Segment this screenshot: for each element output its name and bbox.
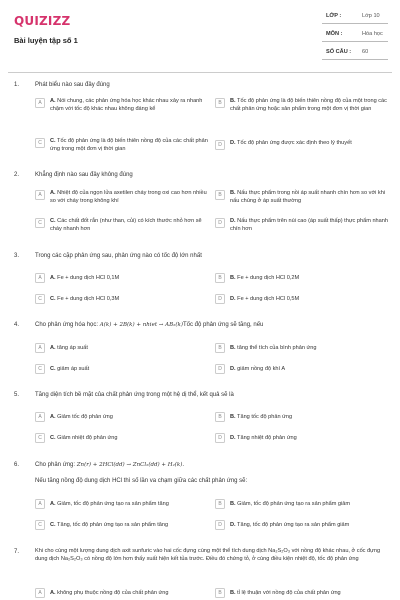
question-text: Khi cho cùng một lượng dung dịch axit sunfuric vào hai cốc đựng cùng một thể tích dung dịch Na₂S₂O₃ với nồng độ khác nhau, ở cốc đựng dung dịch Na₂S₂O₃ có nồng độ lớn hơn thấy xuất hiện kết tủa trước. Điều đó chứng tỏ, ở cùng điều kiện nhiệt độ, tốc độ phản ứng: [35, 548, 381, 562]
divider: [322, 41, 388, 42]
question-text-after: Tốc độ phản ứng sẽ tăng, nếu: [182, 322, 264, 328]
question-number: 1.: [14, 82, 20, 88]
option-letter-box: D: [215, 433, 225, 443]
option-letter-box: C: [35, 520, 45, 530]
meta-value: 60: [362, 49, 369, 55]
option-label: B.: [230, 500, 236, 507]
option-text: [50, 522, 208, 530]
option-content: Fe + dung dịch HCl 0,1M: [57, 274, 120, 281]
option-content: tăng áp suất: [57, 344, 88, 351]
option-content: Nói chung, các phản ứng hóa học khác nhau xảy ra nhanh chậm với tốc độ khác nhau không đáng kể: [50, 98, 203, 112]
option-label: B.: [230, 344, 236, 351]
option-letter-box: D: [215, 520, 225, 530]
option-letter-box: A: [35, 588, 45, 598]
question-text: [35, 321, 390, 329]
option-text: [230, 366, 390, 374]
question-number: 6.: [14, 462, 20, 468]
header-divider: [8, 72, 392, 73]
option-letter-box: B: [215, 190, 225, 200]
option-content: giảm nồng độ khí A: [237, 365, 286, 372]
option-content: Tăng tốc độ phản ứng: [237, 413, 293, 420]
option-text: [230, 590, 390, 598]
meta-row-subject: [322, 28, 388, 42]
option-label: A.: [50, 274, 56, 281]
question-text: Khẳng định nào sau đây không đúng: [35, 172, 133, 178]
header: [0, 0, 400, 72]
option-text: [50, 366, 208, 374]
option-content: Tăng, tốc độ phản ứng tạo ra sản phẩm tăng: [57, 521, 169, 528]
option-letter-box: A: [35, 273, 45, 283]
option-text: [50, 345, 208, 353]
option-label: B.: [230, 413, 236, 420]
question-text: [35, 461, 390, 469]
option-text: [230, 414, 390, 422]
question-text: Tăng diện tích bề mặt của chất phản ứng trong một hệ dị thể, kết quả sẽ là: [35, 392, 234, 398]
option-text: [50, 435, 208, 443]
option-text: [50, 98, 208, 113]
option-label: D.: [230, 434, 236, 441]
option-content: Tốc độ phản ứng là độ biến thiên nồng độ của một trong các chất phản ứng hoặc sản phẩm trong một đơn vị thời gian: [230, 98, 387, 112]
page-title: Bài luyện tập số 1: [14, 36, 78, 45]
option-letter-box: B: [215, 273, 225, 283]
option-label: B.: [230, 190, 236, 196]
option-content: tỉ lệ thuận với nồng độ của chất phản ứng: [237, 589, 341, 596]
option-letter-box: C: [35, 364, 45, 374]
option-label: C.: [50, 295, 56, 302]
question-text-before: Cho phản ứng:: [35, 462, 76, 468]
option-text: [50, 138, 208, 153]
reaction-formula: A(k) + 2B(k) + nhiet → AB₂(k): [99, 322, 183, 328]
option-content: Giảm, tốc độ phản ứng tạo ra sản phẩm giảm: [237, 500, 351, 507]
reaction-formula: Zn(r) + 2HCl(dd) → ZnCl₂(dd) + H₂(k).: [76, 462, 185, 468]
option-text: [50, 296, 208, 304]
option-label: C.: [50, 434, 56, 441]
option-text: [50, 414, 208, 422]
option-content: tăng thể tích của bình phản ứng: [237, 344, 317, 351]
option-content: Nấu thực phẩm trên núi cao (áp suất thấp) thực phẩm nhanh chín hơn: [230, 218, 388, 232]
meta-key: SỐ CÂU :: [326, 49, 352, 55]
option-letter-box: D: [215, 294, 225, 304]
option-letter-box: C: [35, 218, 45, 228]
option-letter-box: A: [35, 190, 45, 200]
option-label: D.: [230, 521, 236, 528]
question-text: Phát biểu nào sau đây đúng: [35, 82, 110, 88]
meta-value: Lớp 10: [362, 13, 380, 19]
option-letter-box: A: [35, 412, 45, 422]
option-content: không phụ thuộc nồng độ của chất phản ứng: [57, 589, 169, 596]
option-label: A.: [50, 413, 56, 420]
option-label: A.: [50, 98, 56, 104]
option-label: C.: [50, 521, 56, 528]
option-letter-box: A: [35, 98, 45, 108]
question-number: 7.: [14, 549, 20, 555]
option-text: [50, 218, 208, 233]
option-content: Tốc độ phản ứng là độ biến thiên nồng độ của các chất phản ứng trong một đơn vị thời gian: [50, 138, 208, 152]
option-text: [50, 275, 208, 283]
option-content: Tăng nhiệt độ phản ứng: [237, 434, 297, 441]
option-letter-box: A: [35, 499, 45, 509]
option-text: [230, 140, 390, 148]
question-text-line2: Nếu tăng nồng độ dung dịch HCl thì số lần va chạm giữa các chất phản ứng sẽ:: [35, 478, 248, 484]
option-content: Fe + dung dịch HCl 0,3M: [57, 295, 120, 302]
option-label: B.: [230, 98, 236, 104]
option-label: A.: [50, 500, 56, 507]
option-text: [230, 522, 390, 530]
meta-key: MÔN :: [326, 31, 343, 37]
option-letter-box: D: [215, 140, 225, 150]
option-label: D.: [230, 218, 236, 224]
option-content: Các chất đốt rắn (như than, củi) có kích thước nhỏ hơn sẽ cháy nhanh hơn: [50, 218, 202, 232]
option-label: C.: [50, 218, 56, 224]
option-label: D.: [230, 365, 236, 372]
meta-row-count: [322, 46, 388, 60]
option-label: C.: [50, 138, 56, 144]
option-content: Giảm, tốc độ phản ứng tạo ra sản phẩm tăng: [57, 500, 169, 507]
option-text: [230, 275, 390, 283]
option-content: Giảm nhiệt độ phản ứng: [57, 434, 118, 441]
option-text: [230, 98, 390, 113]
option-content: Fe + dung dịch HCl 0,5M: [237, 295, 300, 302]
option-letter-box: C: [35, 294, 45, 304]
option-letter-box: C: [35, 433, 45, 443]
option-label: B.: [230, 589, 236, 596]
divider: [322, 23, 388, 24]
question-number: 2.: [14, 172, 20, 178]
option-letter-box: C: [35, 138, 45, 148]
option-text: [230, 296, 390, 304]
question-text-before: Cho phản ứng hóa học:: [35, 322, 99, 328]
option-letter-box: B: [215, 588, 225, 598]
option-content: Tăng, tốc độ phản ứng tạo ra sản phẩm giảm: [237, 521, 350, 528]
option-content: Nấu thực phẩm trong nồi áp suất nhanh chín hơn so với khi nấu chúng ở áp suất thường: [230, 190, 386, 204]
option-letter-box: D: [215, 218, 225, 228]
option-text: [230, 345, 390, 353]
option-content: Nhiệt độ của ngọn lửa axetilen cháy trong oxi cao hơn nhiều so với cháy trong không khí: [50, 190, 207, 204]
option-letter-box: B: [215, 343, 225, 353]
question-number: 5.: [14, 392, 20, 398]
option-text: [50, 501, 208, 509]
option-text: [230, 218, 390, 233]
meta-key: LỚP :: [326, 13, 342, 19]
question-number: 4.: [14, 322, 20, 328]
option-label: A.: [50, 344, 56, 351]
option-text: [50, 190, 208, 205]
option-text: [50, 590, 208, 598]
question-number: 3.: [14, 253, 20, 259]
option-text: [230, 501, 390, 509]
option-content: Giảm tốc độ phản ứng: [57, 413, 113, 420]
option-label: A.: [50, 190, 56, 196]
option-text: [230, 190, 390, 205]
option-label: D.: [230, 295, 236, 302]
option-letter-box: A: [35, 343, 45, 353]
meta-row-class: [322, 10, 388, 24]
option-letter-box: D: [215, 364, 225, 374]
option-letter-box: B: [215, 412, 225, 422]
option-label: A.: [50, 589, 56, 596]
divider: [322, 59, 388, 60]
option-letter-box: B: [215, 98, 225, 108]
question-text: Trong các cặp phản ứng sau, phản ứng nào có tốc độ lớn nhất: [35, 253, 202, 259]
option-content: Tốc độ phản ứng được xác định theo lý thuyết: [237, 140, 352, 146]
option-text: [230, 435, 390, 443]
meta-box: [322, 10, 388, 64]
option-letter-box: B: [215, 499, 225, 509]
meta-value: Hóa học: [362, 31, 383, 37]
quizizz-logo: QUIZIZZ: [14, 14, 71, 28]
option-label: D.: [230, 140, 236, 146]
option-content: giảm áp suất: [57, 365, 90, 372]
option-content: Fe + dung dịch HCl 0,2M: [237, 274, 300, 281]
option-label: C.: [50, 365, 56, 372]
option-label: B.: [230, 274, 236, 281]
